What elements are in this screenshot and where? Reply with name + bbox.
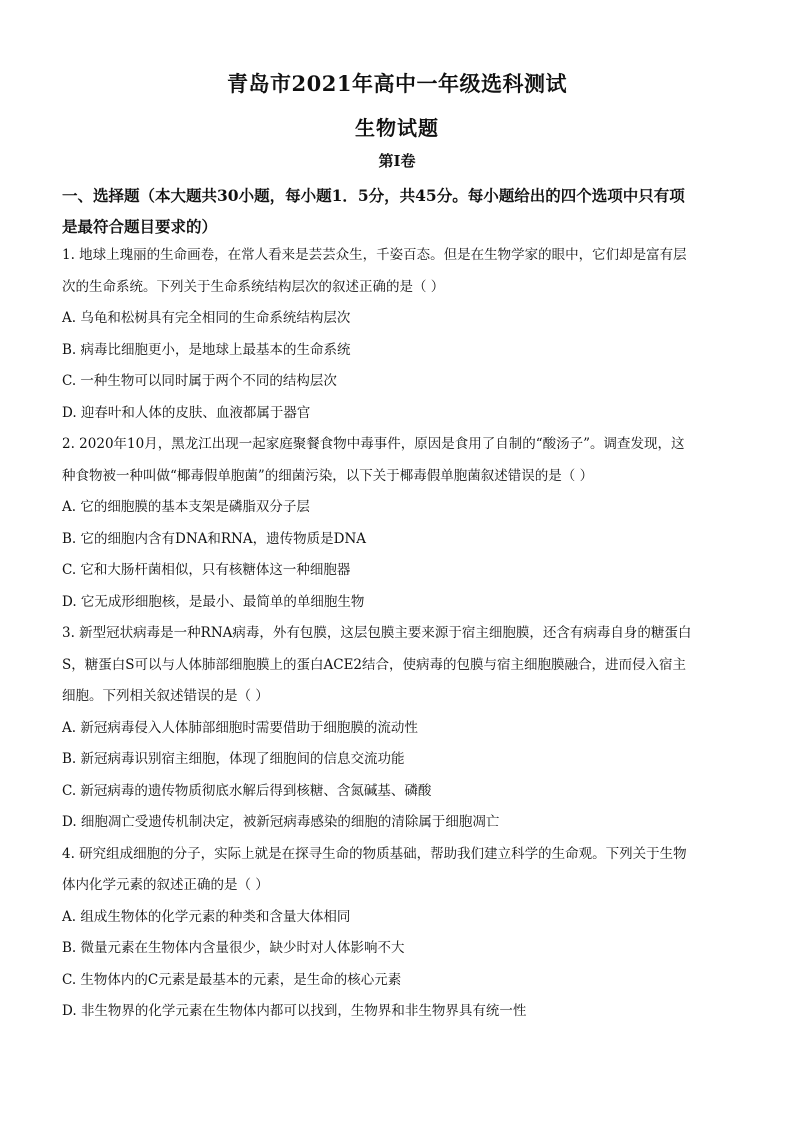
question-4 [62,839,742,1028]
question-stem-line: 细胞。下列相关叙述错误的是（ ） [62,688,269,704]
volume-label: 第I卷 [378,152,416,170]
option-c: C. 一种生物可以同时属于两个不同的结构层次 [62,373,337,389]
question-stem-line: 3. 新型冠状病毒是一种RNA病毒，外有包膜，这层包膜主要来源于宿主细胞膜，还含有病毒自身的糖蛋白 [62,625,692,641]
option-b: B. 病毒比细胞更小，是地球上最基本的生命系统 [62,341,351,358]
option-d: D. 非生物界的化学元素在生物体内都可以找到，生物界和非生物界具有统一性 [62,1003,527,1019]
question-3 [62,618,742,839]
section-heading [62,180,742,242]
option-d: D. 细胞凋亡受遗传机制决定，被新冠病毒感染的细胞的清除属于细胞凋亡 [62,814,500,830]
option-b: B. 它的细胞内含有DNA和RNA，遗传物质是DNA [62,530,367,547]
question-2 [62,429,742,618]
option-a: A. 乌龟和松树具有完全相同的生命系统结构层次 [62,310,351,326]
exam-title: 青岛市2021年高中一年级选科测试 [227,71,567,96]
option-b: B. 新冠病毒识别宿主细胞，体现了细胞间的信息交流功能 [62,751,405,767]
question-stem-line: 1. 地球上瑰丽的生命画卷，在常人看来是芸芸众生，千姿百态。但是在生物学家的眼中，它们却是富有层 [62,247,687,263]
option-d: D. 迎春叶和人体的皮肤、血液都属于器官 [62,404,311,421]
question-stem-line: 体内化学元素的叙述正确的是（ ） [62,877,269,893]
option-a: A. 新冠病毒侵入人体肺部细胞时需要借助于细胞膜的流动性 [62,719,418,736]
question-list [62,240,742,1028]
question-stem-line: 4. 研究组成细胞的分子，实际上就是在探寻生命的物质基础，帮助我们建立科学的生命观。下列关于生物 [62,845,687,862]
question-stem-line: S，糖蛋白S可以与人体肺部细胞膜上的蛋白ACE2结合，使病毒的包膜与宿主细胞膜融合，进而侵入宿主 [62,656,687,673]
option-d: D. 它无成形细胞核，是最小、最简单的单细胞生物 [62,593,365,610]
option-c: C. 它和大肠杆菌相似，只有核糖体这一种细胞器 [62,562,351,578]
question-1 [62,240,742,429]
question-stem-line: 种食物被一种叫做“椰毒假单胞菌”的细菌污染，以下关于椰毒假单胞菌叙述错误的是（ ） [62,467,594,484]
option-c: C. 新冠病毒的遗传物质彻底水解后得到核糖、含氮碱基、磷酸 [62,782,432,799]
section-heading-line: 是最符合题目要求的） [62,217,218,236]
section-heading-line: 一、选择题（本大题共30小题，每小题1．5分，共45分。每小题给出的四个选项中只有项 [62,186,685,205]
option-a: A. 组成生物体的化学元素的种类和含量大体相同 [62,908,351,925]
option-b: B. 微量元素在生物体内含量很少，缺少时对人体影响不大 [62,940,405,956]
question-stem-line: 次的生命系统。下列关于生命系统结构层次的叙述正确的是（ ） [62,278,445,295]
option-c: C. 生物体内的C元素是最基本的元素，是生命的核心元素 [62,971,402,988]
option-a: A. 它的细胞膜的基本支架是磷脂双分子层 [62,499,310,515]
exam-subtitle: 生物试题 [355,116,439,140]
question-stem-line: 2. 2020年10月，黑龙江出现一起家庭聚餐食物中毒事件，原因是食用了自制的“酸汤子”。调查发现，这 [62,436,685,452]
